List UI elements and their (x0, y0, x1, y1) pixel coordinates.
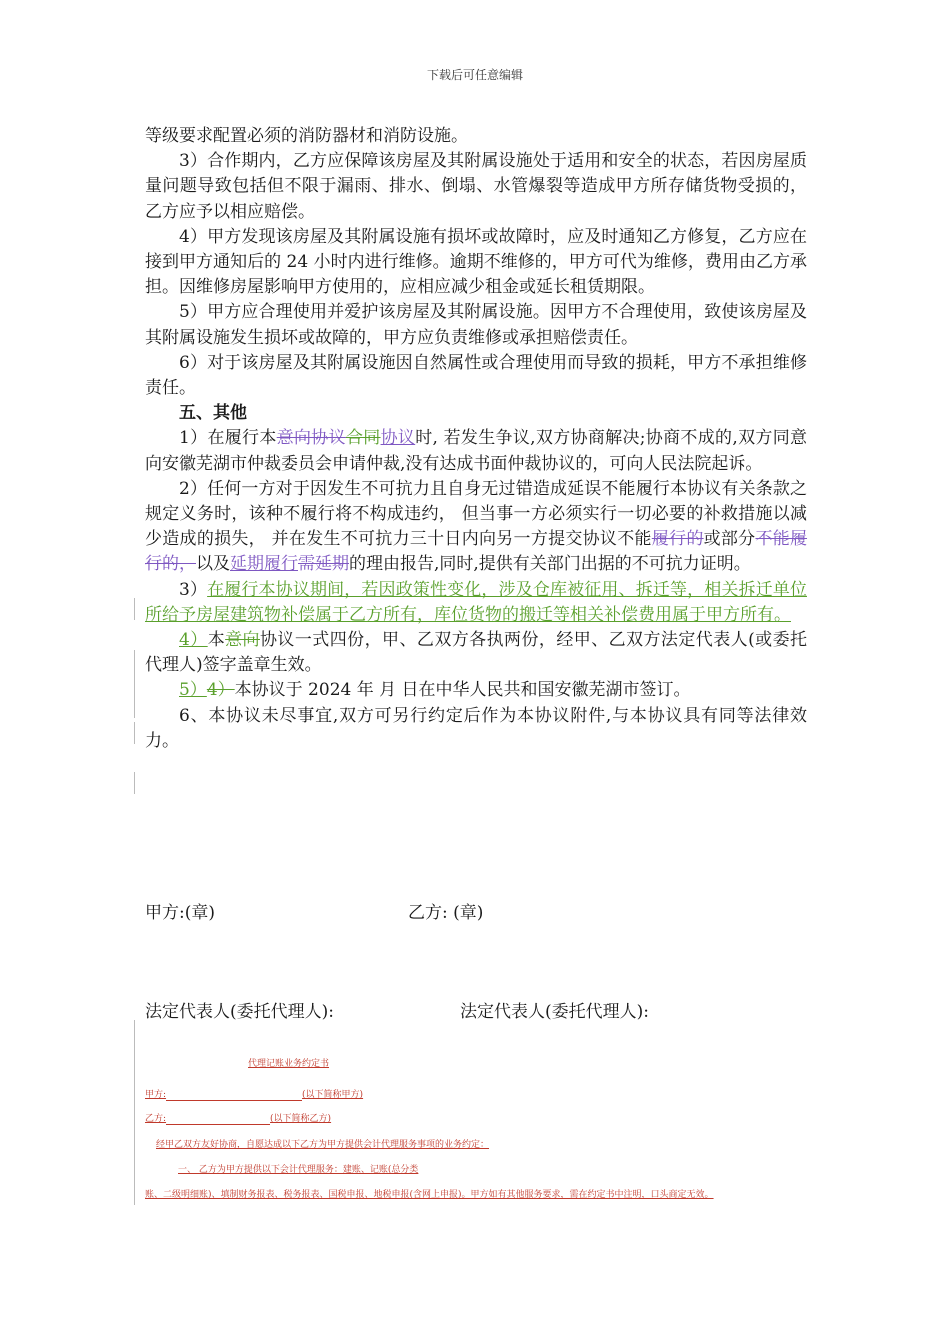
text-run: 本 (207, 630, 226, 651)
inserted-text: 5） (179, 680, 207, 701)
text-run: 以及 (196, 554, 230, 575)
change-bar (134, 722, 135, 744)
change-bar (134, 598, 135, 620)
party-b-label: 乙方: (145, 1114, 167, 1124)
party-a-representative: 法定代表人(委托代理人): (145, 1002, 334, 1022)
deleted-text: 不能履行的， (145, 529, 808, 575)
inserted-doc-party-b-line (145, 1111, 331, 1125)
clause-5-5 (145, 678, 807, 703)
text-run: 2）任何一方对于因发生不可抗力且自身无过错造成延误不能履行本协议有关条款之规定义务时，该种不履行将不构成违约， 但当事一方必须实行一切必要的补救措施以减少造成的损失， 并在发生不可抗力三十日内向另一方提交协议不能 (145, 478, 807, 550)
item1-cont-text: 账、二级明细账)、填制财务报表、税务报表、国税申报、地税申报(含网上申报)。甲方如有其他服务要求，需在约定书中注明，口头商定无效。 (145, 1190, 714, 1200)
text-run: 的理由报告,同时,提供有关部门出据的不可抗力证明。 (349, 554, 751, 575)
text-run: 协议一式四份，甲、乙双方各执两份，经甲、乙双方法定代表人(或委托代理人)签字盖章生效。 (145, 630, 808, 676)
party-b-suffix: (以下简称乙方) (270, 1114, 332, 1124)
clause-5-1 (145, 426, 807, 476)
clause-5-4 (145, 628, 807, 678)
deleted-text: 意向协议 (276, 428, 346, 449)
text-run: 1）在履行本 (179, 428, 277, 449)
party-a-seal: 甲方:(章) (145, 903, 215, 923)
text-run: 或部分 (703, 529, 756, 550)
inserted-text: 4） (179, 630, 208, 651)
intro-text: 经甲乙双方友好协商，自愿达成以下乙方为甲方提供会计代理服务事项的业务约定： (156, 1140, 490, 1150)
clause-4-3: 3）合作期内，乙方应保障该房屋及其附属设施处于适用和安全的状态，若因房屋质量问题导致包括但不限于漏雨、排水、倒塌、水管爆裂等造成甲方所存储货物受损的，乙方应予以相应赔偿。 (145, 151, 807, 222)
clause-5-2 (145, 477, 807, 578)
text-run: 3） (179, 579, 208, 600)
clause-5-6: 6、本协议未尽事宜,双方可另行约定后作为本协议附件,与本协议具有同等法律效力。 (145, 705, 807, 751)
page-header: 下载后可任意编辑 (426, 68, 523, 82)
party-a-label: 甲方: (145, 1090, 167, 1100)
clause-4-4: 4）甲方发现该房屋及其附属设施有损坏或故障时，应及时通知乙方修复，乙方应在接到甲方通知后的 24 小时内进行维修。逾期不维修的，甲方可代为维修，费用由乙方承担。因维修房屋影响甲方使用的，应相应减少租金或延长租赁期限。 (145, 226, 807, 298)
inserted-doc-title (248, 1056, 329, 1069)
deleted-text: 意向 (225, 630, 260, 651)
inserted-text: 延期履行 (230, 554, 298, 575)
deleted-text: 4） (206, 680, 235, 701)
text-run: 本协议于 2024 年 月 日在中华人民共和国安徽芜湖市签订。 (234, 680, 691, 701)
inserted-doc-title-text: 代理记账业务约定书 (248, 1059, 330, 1069)
change-bar (134, 650, 135, 718)
inserted-doc-item1-head (178, 1162, 418, 1175)
party-a-suffix: (以下简称甲方) (302, 1090, 364, 1100)
deleted-text: 需延期 (298, 554, 349, 575)
deleted-text: 履行的 (651, 529, 704, 550)
inserted-doc-party-a-line (145, 1087, 363, 1101)
clause-5-3 (145, 578, 807, 628)
party-b-blank (166, 1114, 270, 1125)
inserted-doc-intro (156, 1137, 489, 1150)
party-a-blank (166, 1090, 302, 1101)
change-bar (134, 772, 135, 794)
inserted-doc-item1-cont (145, 1187, 805, 1200)
party-b-seal: 乙方: (章) (408, 903, 484, 923)
clause-4-5: 5）甲方应合理使用并爱护该房屋及其附属设施。因甲方不合理使用，致使该房屋及其附属设施发生损坏或故障的，甲方应负责维修或承担赔偿责任。 (145, 302, 807, 348)
inserted-text: 在履行本协议期间，若因政策性变化，涉及仓库被征用、拆迁等，相关拆迁单位所给予房屋建筑物补偿属于乙方所有，库位货物的搬迁等相关补偿费用属于甲方所有。 (145, 579, 807, 625)
change-bar (134, 1020, 135, 1205)
text-run: 时, 若发生争议,双方协商解决;协商不成的,双方同意向安徽芜湖市仲裁委员会申请仲裁,没有达成书面仲裁协议的，可向人民法院起诉。 (145, 428, 807, 474)
party-b-representative: 法定代表人(委托代理人): (460, 1002, 649, 1022)
deleted-text: 合同 (345, 428, 381, 449)
document-body (145, 124, 807, 754)
item1-head-text: 一、 乙方为甲方提供以下会计代理服务：建账、记账(总分类 (178, 1165, 419, 1175)
clause-4-6: 6）对于该房屋及其附属设施因自然属性或合理使用而导致的损耗，甲方不承担维修责任。 (145, 352, 807, 399)
paragraph-fire-equipment: 等级要求配置必须的消防器材和消防设施。 (145, 126, 468, 146)
section-heading-other: 五、其他 (179, 403, 247, 424)
inserted-text: 协议 (380, 428, 416, 449)
